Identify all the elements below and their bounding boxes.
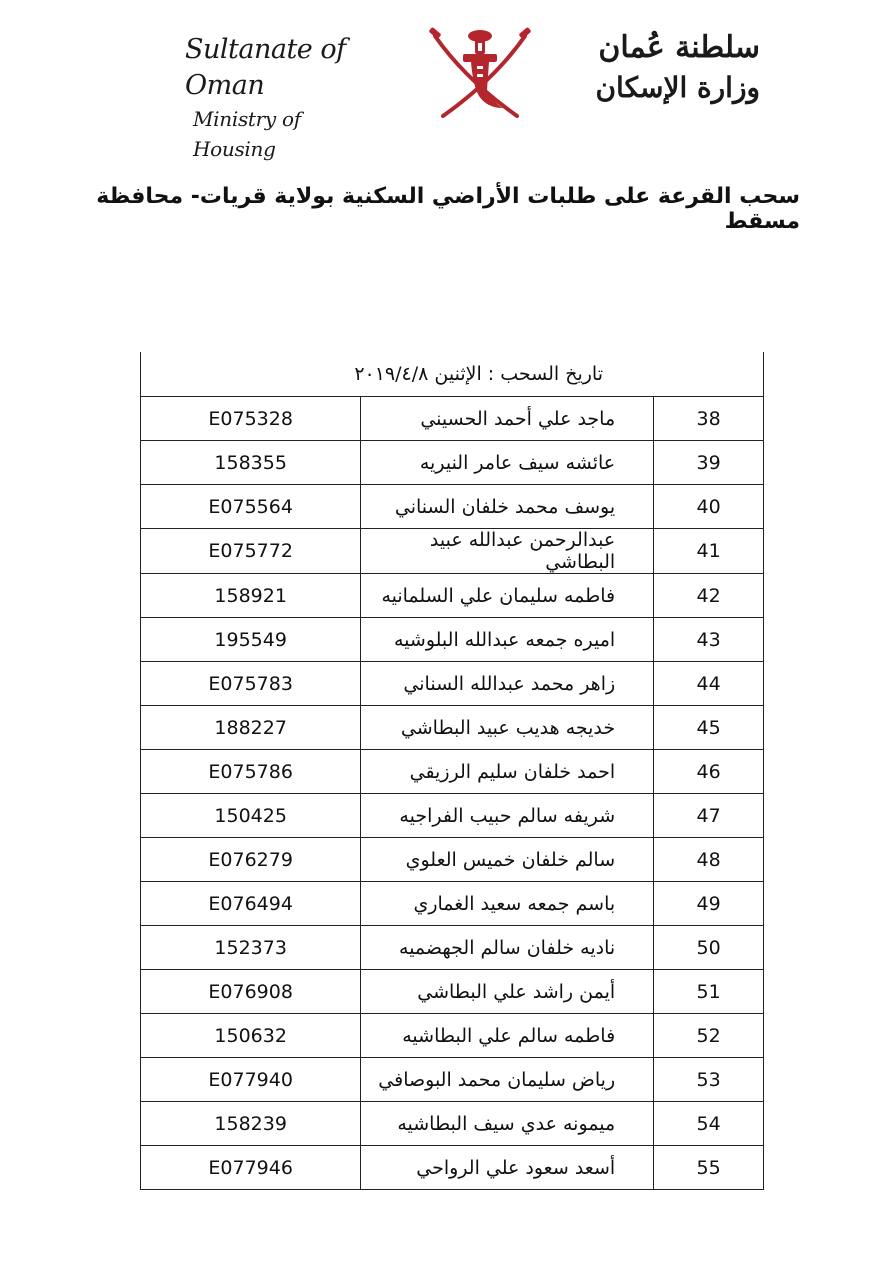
applicant-name-cell: خديجه هديب عبيد البطاشي	[361, 706, 654, 750]
applicant-id-cell: 150632	[141, 1014, 361, 1058]
table-row	[141, 1102, 764, 1146]
applicant-id-cell: E076908	[141, 970, 361, 1014]
applicant-name-cell: اميره جمعه عبدالله البلوشيه	[361, 618, 654, 662]
document-title: سحب القرعة على طلبات الأراضي السكنية بولاية قريات- محافظة مسقط	[96, 184, 800, 234]
row-number-cell: 46	[654, 750, 764, 794]
arabic-ministry-header	[560, 28, 760, 108]
row-number-cell: 42	[654, 574, 764, 618]
table-row	[141, 706, 764, 750]
english-ministry-header	[185, 32, 375, 164]
row-number-cell: 39	[654, 441, 764, 485]
english-ministry-name: Ministry of Housing	[193, 107, 301, 161]
table-row	[141, 750, 764, 794]
row-number-cell: 44	[654, 662, 764, 706]
table-row	[141, 1058, 764, 1102]
applicant-id-cell: E075783	[141, 662, 361, 706]
table-row	[141, 882, 764, 926]
draw-results-table	[140, 352, 764, 1190]
table-row	[141, 529, 764, 574]
applicant-name-cell: فاطمه سالم علي البطاشيه	[361, 1014, 654, 1058]
applicant-id-cell: E075772	[141, 529, 361, 574]
row-number-cell: 47	[654, 794, 764, 838]
row-number-cell: 51	[654, 970, 764, 1014]
applicant-id-cell: 158355	[141, 441, 361, 485]
table-row	[141, 441, 764, 485]
applicant-id-cell: 158239	[141, 1102, 361, 1146]
table-row	[141, 926, 764, 970]
applicant-name-cell: احمد خلفان سليم الرزيقي	[361, 750, 654, 794]
applicant-name-cell: زاهر محمد عبدالله السناني	[361, 662, 654, 706]
table-row	[141, 794, 764, 838]
applicant-name-cell: باسم جمعه سعيد الغماري	[361, 882, 654, 926]
applicant-name-cell: ماجد علي أحمد الحسيني	[361, 397, 654, 441]
row-number-cell: 55	[654, 1146, 764, 1190]
row-number-cell: 45	[654, 706, 764, 750]
applicant-id-cell: E075786	[141, 750, 361, 794]
table-row	[141, 970, 764, 1014]
applicant-name-cell: رياض سليمان محمد البوصافي	[361, 1058, 654, 1102]
applicant-name-cell: سالم خلفان خميس العلوي	[361, 838, 654, 882]
row-number-cell: 38	[654, 397, 764, 441]
applicant-id-cell: E076494	[141, 882, 361, 926]
table-row	[141, 574, 764, 618]
row-number-cell: 54	[654, 1102, 764, 1146]
row-number-cell: 40	[654, 485, 764, 529]
oman-khanjar-emblem-icon	[425, 24, 535, 124]
row-number-cell: 43	[654, 618, 764, 662]
table-row	[141, 397, 764, 441]
applicant-name-cell: أيمن راشد علي البطاشي	[361, 970, 654, 1014]
applicant-id-cell: 188227	[141, 706, 361, 750]
arabic-country-name: سلطنة عُمان	[598, 30, 760, 65]
table-row	[141, 618, 764, 662]
row-number-cell: 49	[654, 882, 764, 926]
applicant-name-cell: ميمونه عدي سيف البطاشيه	[361, 1102, 654, 1146]
applicant-name-cell: أسعد سعود علي الرواحي	[361, 1146, 654, 1190]
arabic-ministry-name: وزارة الإسكان	[595, 71, 760, 104]
applicant-name-cell: فاطمه سليمان علي السلمانيه	[361, 574, 654, 618]
applicant-id-cell: 150425	[141, 794, 361, 838]
applicant-id-cell: E077946	[141, 1146, 361, 1190]
applicant-id-cell: E076279	[141, 838, 361, 882]
english-country-name: Sultanate of Oman	[185, 34, 346, 101]
applicant-name-cell: عائشه سيف عامر النيريه	[361, 441, 654, 485]
applicant-name-cell: يوسف محمد خلفان السناني	[361, 485, 654, 529]
table-row	[141, 485, 764, 529]
row-number-cell: 50	[654, 926, 764, 970]
table-row	[141, 838, 764, 882]
draw-date-label: تاريخ السحب : الإثنين ٢٠١٩/٤/٨	[141, 352, 764, 397]
draw-date-row	[141, 352, 764, 397]
applicant-id-cell: 158921	[141, 574, 361, 618]
table-row	[141, 1014, 764, 1058]
applicant-id-cell: 152373	[141, 926, 361, 970]
applicant-id-cell: 195549	[141, 618, 361, 662]
row-number-cell: 53	[654, 1058, 764, 1102]
applicant-id-cell: E077940	[141, 1058, 361, 1102]
applicant-name-cell: ناديه خلفان سالم الجهضميه	[361, 926, 654, 970]
applicant-name-cell: شريفه سالم حبيب الفراجيه	[361, 794, 654, 838]
applicant-id-cell: E075328	[141, 397, 361, 441]
row-number-cell: 41	[654, 529, 764, 574]
row-number-cell: 48	[654, 838, 764, 882]
applicant-id-cell: E075564	[141, 485, 361, 529]
applicant-name-cell: عبدالرحمن عبدالله عبيد البطاشي	[361, 529, 654, 574]
table-row	[141, 662, 764, 706]
row-number-cell: 52	[654, 1014, 764, 1058]
table-row	[141, 1146, 764, 1190]
